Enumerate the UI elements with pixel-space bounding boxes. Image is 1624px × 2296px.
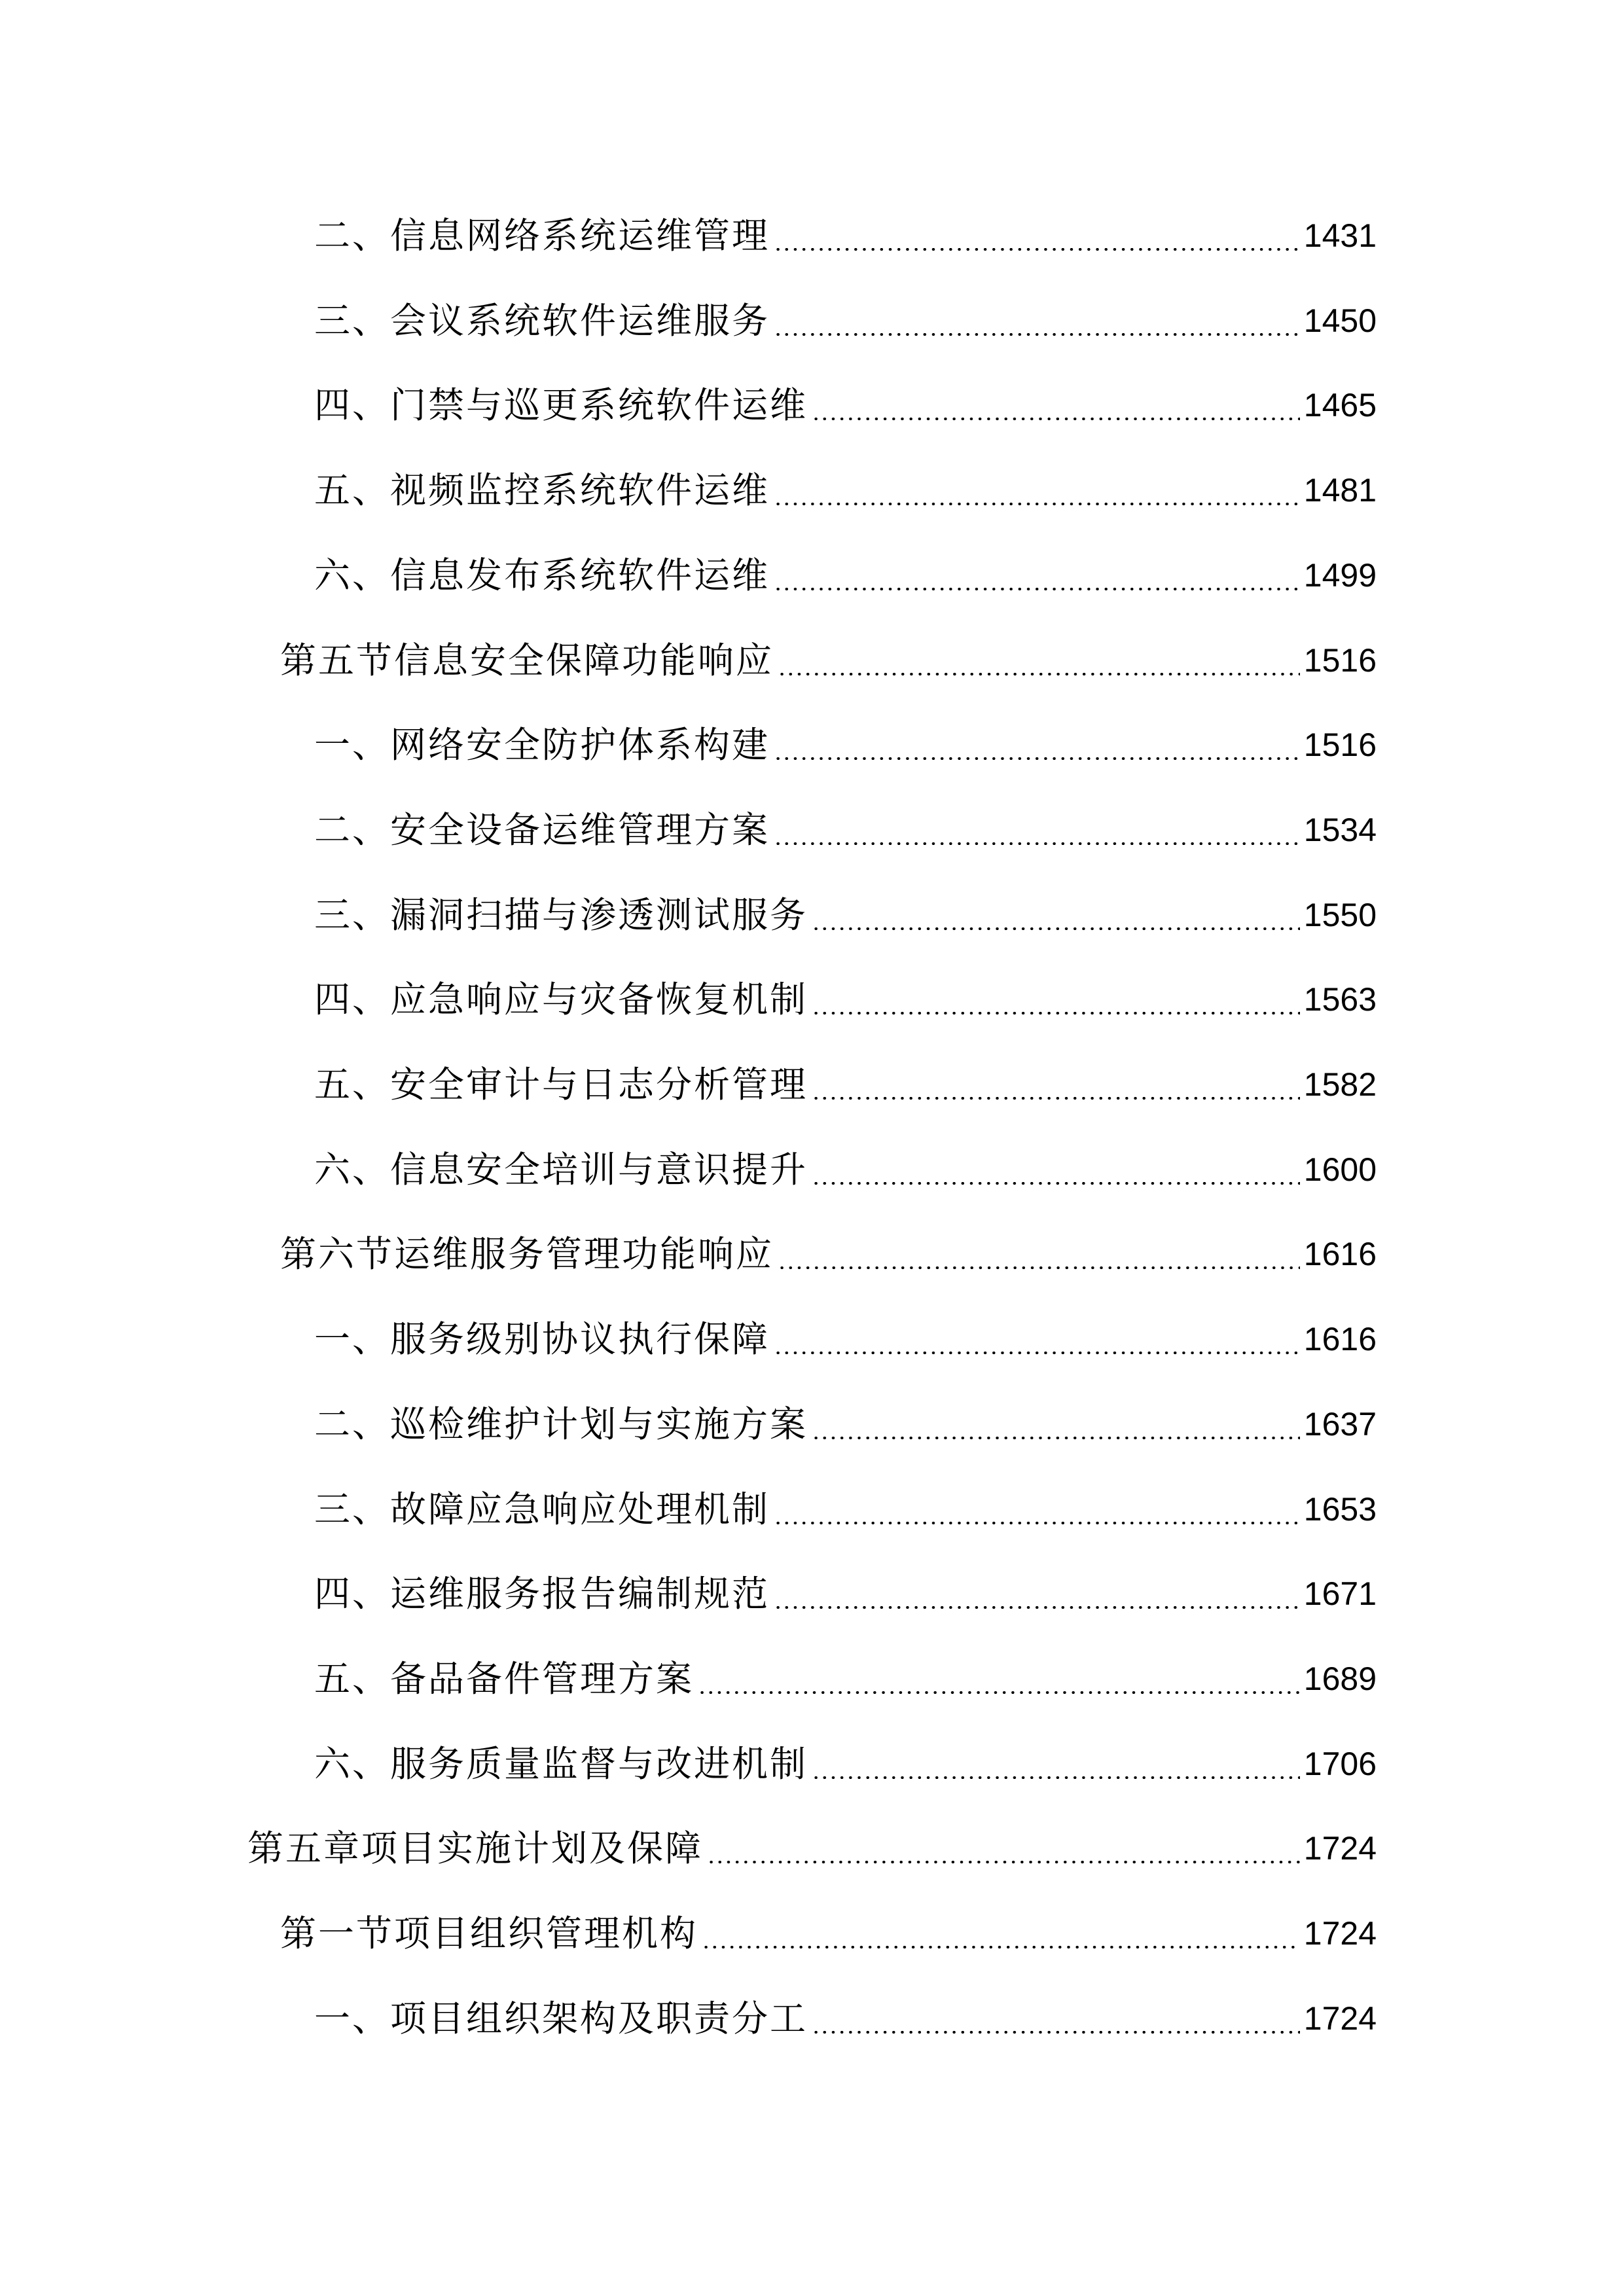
toc-entry-title: 二、巡检维护计划与实施方案 xyxy=(314,1403,808,1445)
toc-entry[interactable] xyxy=(314,376,1377,435)
toc-entry-title: 三、会议系统软件运维服务 xyxy=(314,299,770,342)
toc-entry-title: 四、运维服务报告编制规范 xyxy=(314,1573,770,1615)
toc-entry-title: 三、漏洞扫描与渗透测试服务 xyxy=(314,893,808,936)
toc-entry[interactable] xyxy=(314,1055,1377,1114)
toc-entry[interactable] xyxy=(314,1140,1377,1199)
toc-entry-title: 第五章项目实施计划及保障 xyxy=(247,1827,704,1870)
toc-entry-page-number: 1499 xyxy=(1303,556,1377,594)
toc-entry-page-number: 1724 xyxy=(1303,1830,1377,1867)
toc-entry-page-number: 1431 xyxy=(1303,217,1377,254)
toc-entry-page-number: 1600 xyxy=(1303,1151,1377,1188)
toc-entry[interactable] xyxy=(314,970,1377,1029)
toc-entry-title: 二、安全设备运维管理方案 xyxy=(314,808,770,851)
toc-entry[interactable] xyxy=(314,886,1377,944)
toc-entry-page-number: 1582 xyxy=(1303,1066,1377,1103)
toc-entry-title: 四、门禁与巡更系统软件运维 xyxy=(314,384,808,427)
dot-leader xyxy=(812,927,1300,930)
dot-leader xyxy=(698,1691,1300,1694)
toc-entry-page-number: 1616 xyxy=(1303,1236,1377,1273)
dot-leader xyxy=(778,1266,1300,1269)
toc-entry-title: 一、项目组织架构及职责分工 xyxy=(314,1997,808,2039)
toc-entry[interactable] xyxy=(280,631,1377,690)
toc-entry-page-number: 1516 xyxy=(1303,726,1377,764)
toc-entry[interactable] xyxy=(314,1395,1377,1454)
toc-entry-title: 五、安全审计与日志分析管理 xyxy=(314,1064,808,1105)
toc-entry-title: 第一节项目组织管理机构 xyxy=(280,1912,698,1954)
dot-leader xyxy=(812,1776,1300,1779)
toc-entry[interactable] xyxy=(314,1480,1377,1539)
dot-leader xyxy=(778,673,1300,675)
toc-entry-title: 第五节信息安全保障功能响应 xyxy=(280,639,774,681)
dot-leader xyxy=(774,757,1300,760)
toc-entry-page-number: 1637 xyxy=(1303,1405,1377,1443)
toc-entry-title: 五、视频监控系统软件运维 xyxy=(314,469,770,512)
dot-leader xyxy=(812,1012,1300,1014)
toc-entry-title: 二、信息网络系统运维管理 xyxy=(314,215,770,257)
toc-entry[interactable] xyxy=(280,1225,1377,1283)
toc-entry-title: 五、备品备件管理方案 xyxy=(314,1657,695,1700)
toc-entry-title: 四、应急响应与灾备恢复机制 xyxy=(314,978,808,1021)
toc-entry-page-number: 1616 xyxy=(1303,1321,1377,1358)
dot-leader xyxy=(774,1352,1300,1354)
toc-entry-page-number: 1450 xyxy=(1303,302,1377,339)
toc-entry[interactable] xyxy=(314,291,1377,350)
toc-entry-title: 第六节运维服务管理功能响应 xyxy=(280,1233,774,1276)
dot-leader xyxy=(774,333,1300,336)
toc-entry[interactable] xyxy=(314,546,1377,605)
dot-leader xyxy=(774,248,1300,251)
toc-entry[interactable] xyxy=(314,206,1377,265)
toc-entry[interactable] xyxy=(314,461,1377,520)
toc-entry-title: 一、服务级别协议执行保障 xyxy=(314,1318,770,1361)
dot-leader xyxy=(774,588,1300,590)
dot-leader xyxy=(774,842,1300,845)
toc-entry-title: 六、信息发布系统软件运维 xyxy=(314,554,770,596)
toc-entry-title: 一、网络安全防护体系构建 xyxy=(314,724,770,766)
dot-leader xyxy=(812,418,1300,420)
toc-entry-page-number: 1724 xyxy=(1303,2000,1377,2037)
toc-entry-page-number: 1534 xyxy=(1303,811,1377,848)
toc-entry-page-number: 1689 xyxy=(1303,1660,1377,1697)
toc-entry-page-number: 1671 xyxy=(1303,1575,1377,1613)
dot-leader xyxy=(774,1522,1300,1524)
toc-entry-page-number: 1481 xyxy=(1303,472,1377,509)
toc-entry-page-number: 1653 xyxy=(1303,1490,1377,1528)
toc-entry[interactable] xyxy=(247,1819,1377,1878)
toc-entry-title: 六、服务质量监督与改进机制 xyxy=(314,1742,808,1785)
dot-leader xyxy=(707,1861,1300,1863)
toc-entry[interactable] xyxy=(314,1734,1377,1793)
toc-entry[interactable] xyxy=(314,800,1377,859)
dot-leader xyxy=(812,2031,1300,2034)
toc-entry[interactable] xyxy=(280,1904,1377,1963)
toc-entry[interactable] xyxy=(314,1564,1377,1623)
toc-entry-page-number: 1516 xyxy=(1303,641,1377,679)
toc-entry[interactable] xyxy=(314,1989,1377,2048)
dot-leader xyxy=(774,1606,1300,1609)
toc-entry-page-number: 1706 xyxy=(1303,1745,1377,1782)
dot-leader xyxy=(812,1097,1300,1100)
toc-entry-title: 六、信息安全培训与意识提升 xyxy=(314,1148,808,1191)
dot-leader xyxy=(774,503,1300,505)
toc-entry[interactable] xyxy=(314,1310,1377,1369)
dot-leader xyxy=(702,1946,1300,1948)
dot-leader xyxy=(812,1437,1300,1439)
toc-entry[interactable] xyxy=(314,715,1377,774)
toc-entry-page-number: 1563 xyxy=(1303,981,1377,1018)
toc-entry-page-number: 1724 xyxy=(1303,1915,1377,1952)
toc-entry-page-number: 1550 xyxy=(1303,896,1377,933)
dot-leader xyxy=(812,1182,1300,1185)
toc-entry[interactable] xyxy=(314,1649,1377,1708)
toc-entry-title: 三、故障应急响应处理机制 xyxy=(314,1488,770,1530)
toc-entry-page-number: 1465 xyxy=(1303,387,1377,424)
